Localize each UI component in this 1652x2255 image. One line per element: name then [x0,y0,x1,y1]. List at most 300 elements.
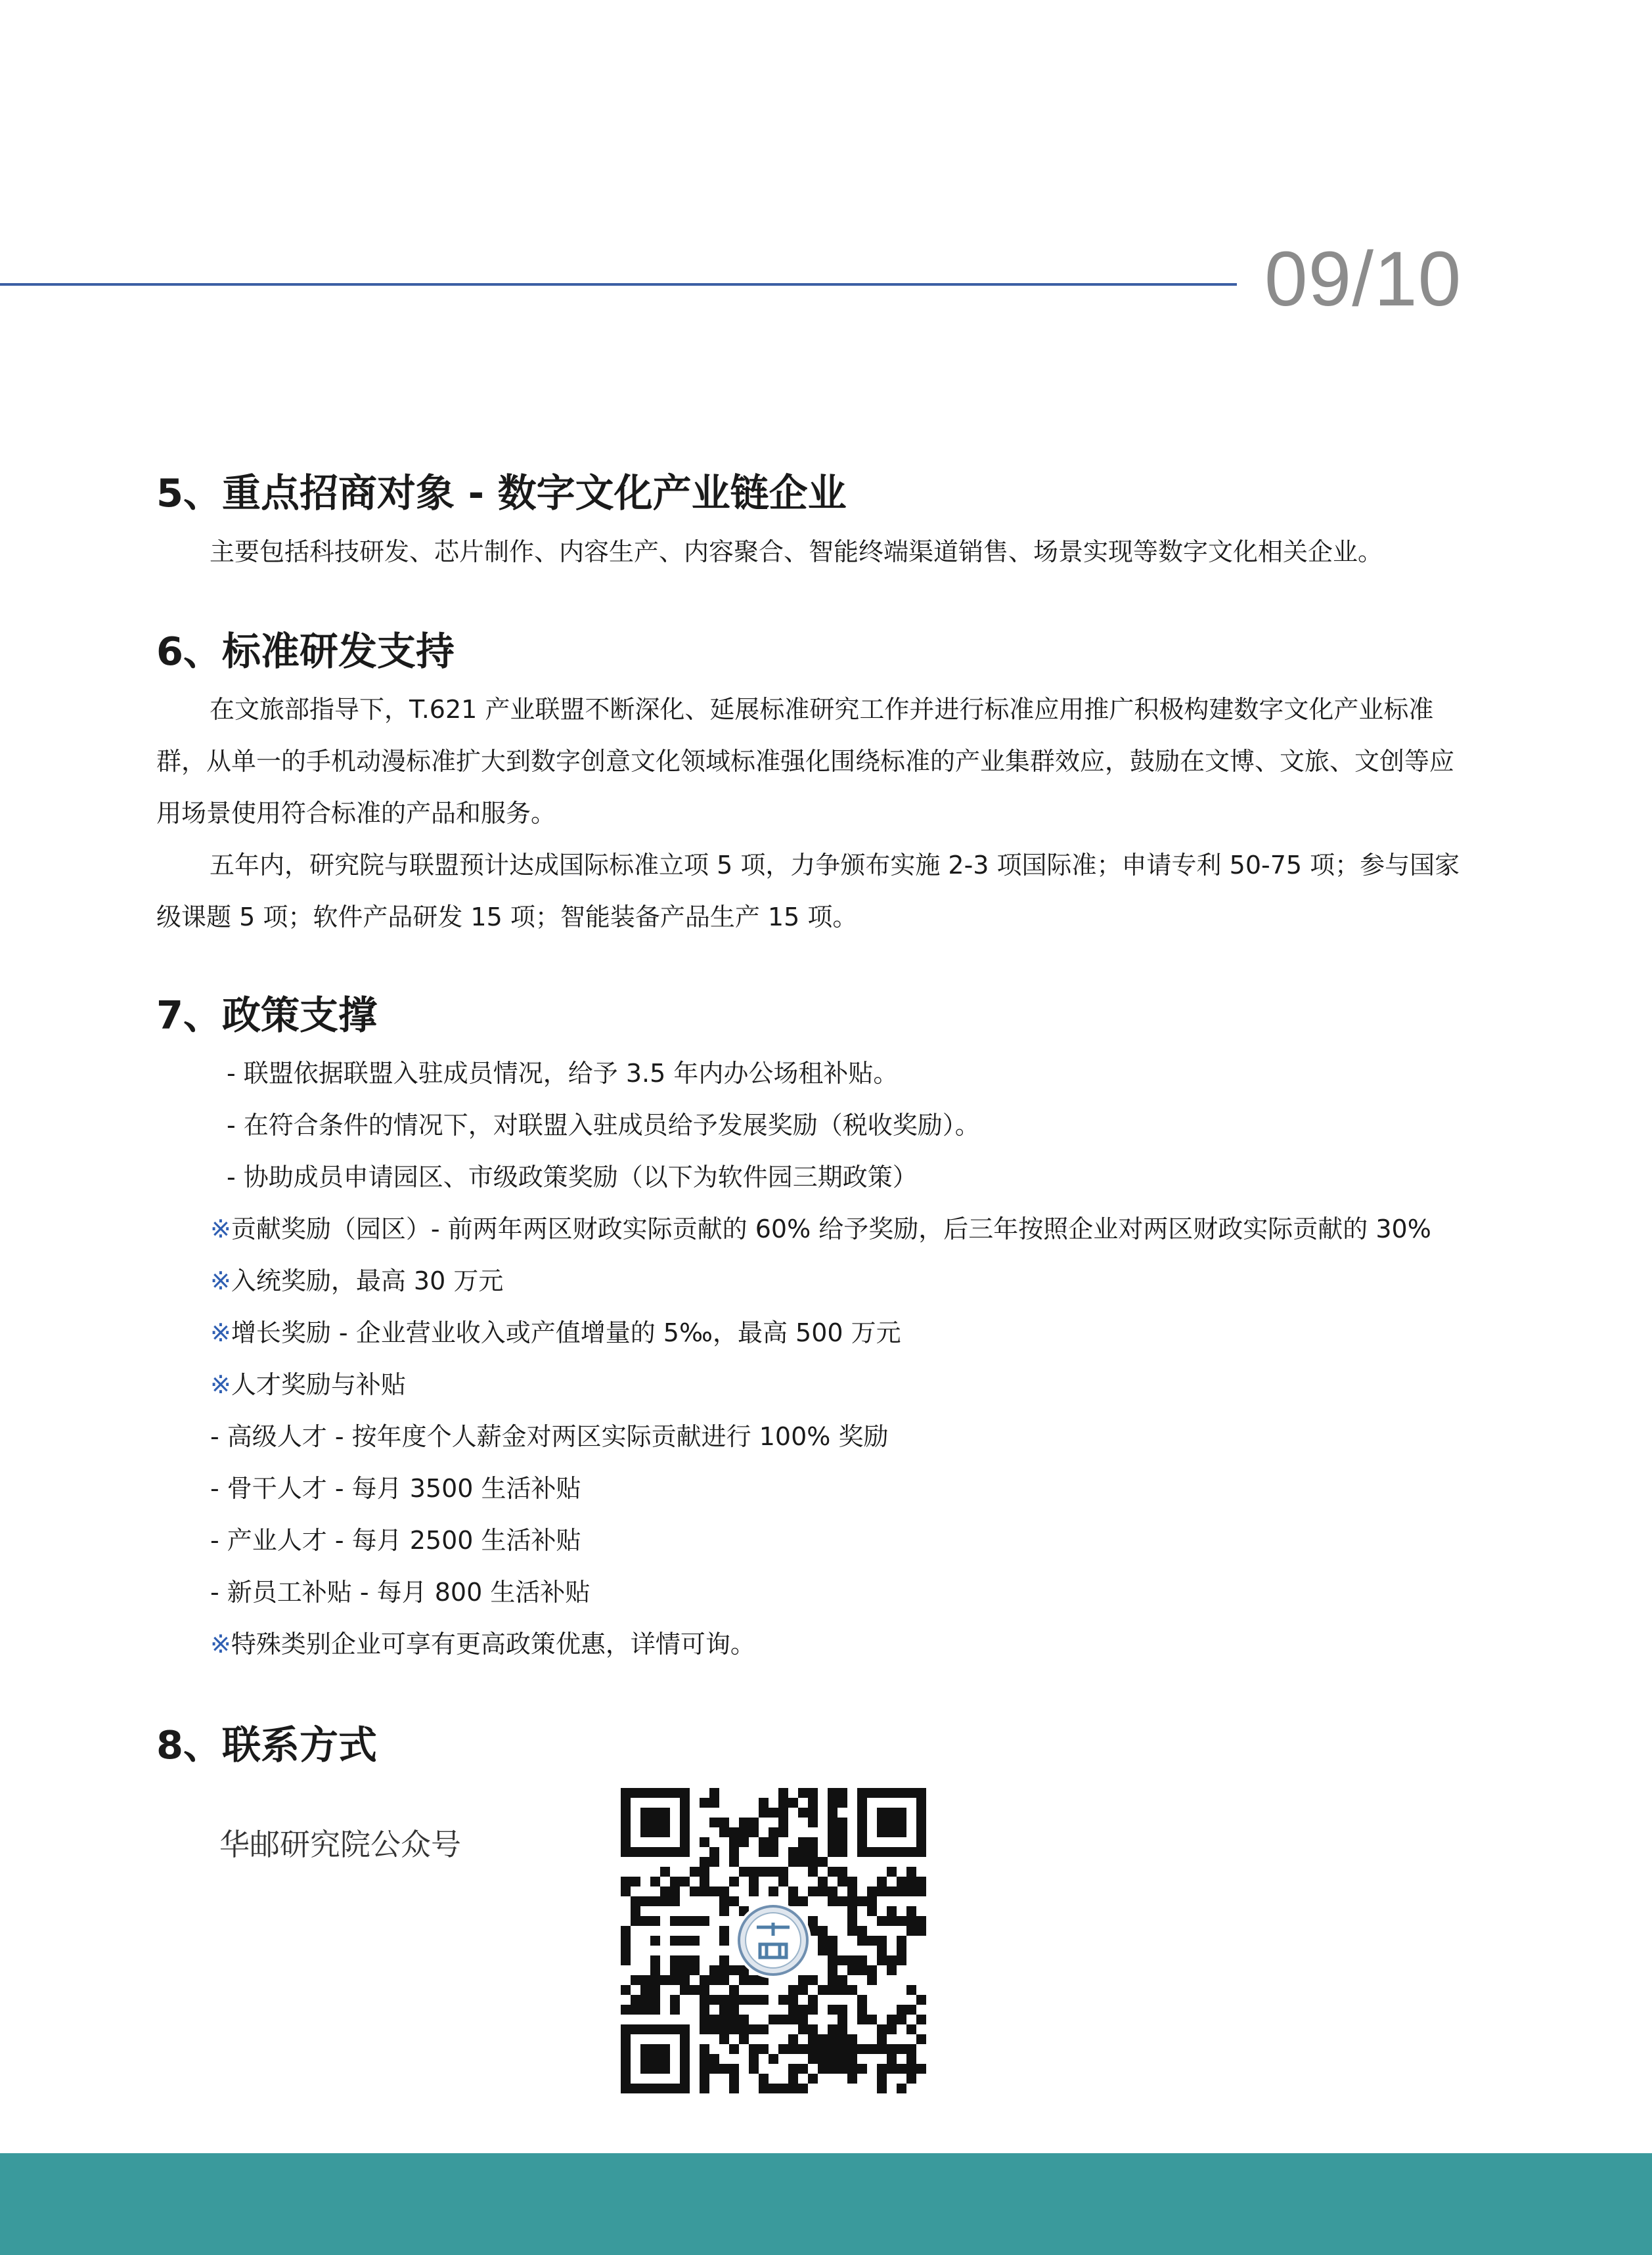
qr-module [828,1955,837,1965]
qr-module [808,1916,818,1926]
qr-module [808,1808,818,1818]
qr-module [719,2005,729,2015]
qr-module [837,1896,847,1906]
qr-module [818,2034,828,2044]
qr-module [798,2044,808,2054]
qr-module [690,1916,700,1926]
qr-module [887,2024,897,2034]
qr-module [631,1975,640,1985]
qr-module [700,1837,709,1847]
qr-module [877,2034,887,2044]
qr-module [709,1995,719,2005]
qr-module [887,1965,897,1975]
qr-module [640,1916,650,1926]
qr-module [621,1887,631,1896]
policy-note [210,1626,755,1662]
qr-module [729,2005,739,2015]
qr-module [650,1995,660,2005]
qr-module [867,1965,877,1975]
qr-module [808,1867,818,1877]
qr-module [867,1887,877,1896]
qr-module [660,1867,670,1877]
qr-module [897,1887,906,1896]
qr-module [700,2024,709,2034]
qr-module [837,2054,847,2064]
qr-module [808,2074,818,2084]
qr-module [877,1946,887,1955]
qr-module [769,2015,778,2024]
qr-module [847,2054,857,2064]
qr-module [906,1906,916,1916]
qr-module [650,1916,660,1926]
qr-module [719,2024,729,2034]
qr-module [897,1936,906,1946]
section-8-title: 8、联系方式 [156,1722,378,1768]
qr-module [700,1877,709,1887]
qr-module [837,2024,847,2034]
qr-module [621,1926,631,1936]
qr-module [759,2074,769,2084]
qr-module [670,1955,680,1965]
qr-module [709,1798,719,1808]
reward-item-text: 入统奖励，最高 30 万元 [231,1266,504,1295]
qr-module [847,1877,857,1887]
qr-module [650,1896,660,1906]
qr-module [847,2034,857,2044]
qr-module [769,2084,778,2093]
qr-module [847,2074,857,2084]
qr-module [719,1965,729,1975]
qr-module [759,2044,769,2054]
qr-module [828,1946,837,1955]
qr-module [798,1788,808,1798]
qr-module [847,2064,857,2074]
section-5-body-text: 主要包括科技研发、芯片制作、内容生产、内容聚合、智能终端渠道销售、场景实现等数字文化相关企业。 [210,537,1383,566]
qr-module [729,2015,739,2024]
qr-module [729,2064,739,2074]
qr-module [788,1847,798,1857]
qr-module [749,1887,759,1896]
qr-module [778,2084,788,2093]
section-7-title: 7、政策支撑 [156,993,378,1038]
qr-module [739,2024,749,2034]
qr-module [887,2044,897,2054]
qr-module [828,2044,837,2054]
qr-module [709,1975,719,1985]
qr-module [719,1906,729,1916]
qr-module [877,2024,887,2034]
qr-module [897,2015,906,2024]
qr-module [690,1936,700,1946]
qr-module [887,1916,897,1926]
qr-module [847,1955,857,1965]
qr-module [867,1896,877,1906]
qr-module [670,1877,680,1887]
qr-module [798,2024,808,2034]
qr-module [778,1995,788,2005]
qr-module [700,2044,709,2054]
qr-module [857,1955,867,1965]
qr-module [700,1916,709,1926]
qr-module [808,1788,818,1798]
talent-item: - 产业人才 - 每月 2500 生活补贴 [210,1526,581,1555]
qr-module [818,1857,828,1867]
qr-module [778,2015,788,2024]
qr-module [670,1995,680,2005]
qr-module [887,1955,897,1965]
qr-module [650,1985,660,1995]
qr-module [680,1985,690,1995]
page-number: 09/10 [1264,236,1462,323]
qr-module [818,2064,828,2074]
qr-module [837,1975,847,1985]
section-6-paragraph-1 [156,684,1477,839]
qr-module [759,1995,769,2005]
qr-module [700,1995,709,2005]
qr-module [621,1877,631,1887]
qr-module [857,2064,867,2074]
qr-module [680,1955,690,1965]
talent-item: - 高级人才 - 按年度个人薪金对两区实际贡献进行 100% 奖励 [210,1422,889,1451]
qr-module [916,2034,926,2044]
qr-module [828,1808,837,1818]
reward-item [210,1367,406,1402]
qr-module [739,1827,749,1837]
qr-module [837,1877,847,1887]
qr-module [798,1857,808,1867]
section-5-title: 5、重点招商对象 - 数字文化产业链企业 [156,470,847,516]
qr-module [749,2054,759,2064]
qr-module [749,1827,759,1837]
qr-module [798,1975,808,1985]
qr-module [837,2044,847,2054]
qr-module [857,1995,867,2005]
qr-module [700,2084,709,2093]
qr-module [640,1995,650,2005]
qr-module [788,1798,798,1808]
qr-module [650,1936,660,1946]
qr-module [719,1995,729,2005]
reference-mark-icon: ※ [210,1266,231,1295]
section-6-paragraph-2-text: 五年内，研究院与联盟预计达成国际标准立项 5 项，力争颁布实施 2-3 项国际准；申请专利 50-75 项；参与国家级课题 5 项；软件产品研发 15 项；智能装备产品生产 15 项。 [156,851,1460,931]
qr-module [916,1995,926,2005]
institute-seal-icon [735,1902,811,1978]
qr-module [877,2064,887,2074]
qr-module [877,1936,887,1946]
qr-module [719,1827,729,1837]
qr-module [729,1837,739,1847]
qr-module [621,1936,631,1946]
qr-module [660,1975,670,1985]
qr-module [670,1896,680,1906]
qr-module [640,1896,650,1906]
qr-module [631,1906,640,1916]
qr-module [818,2054,828,2064]
qr-module [867,2015,877,2024]
qr-module [709,1788,719,1798]
policy-item: - 联盟依据联盟入驻成员情况，给予 3.5 年内办公场租补贴。 [227,1059,899,1088]
qr-module [847,1985,857,1995]
qr-module [887,2015,897,2024]
qr-module [916,1887,926,1896]
reference-mark-icon: ※ [210,1630,231,1659]
qr-module [837,1867,847,1877]
qr-module [690,1985,700,1995]
qr-module [837,1798,847,1808]
qr-module [828,1827,837,1837]
reward-item-text: 贡献奖励（园区）- 前两年两区财政实际贡献的 60% 给予奖励，后三年按照企业对两区财政实际贡献的 30% [231,1215,1431,1243]
qr-module [897,1916,906,1926]
qr-module [680,1965,690,1975]
qr-module [828,1887,837,1896]
qr-module [906,1887,916,1896]
qr-module [808,2054,818,2064]
qr-module [788,2064,798,2074]
qr-module [739,2015,749,2024]
qr-module [828,1965,837,1975]
qr-module [828,1798,837,1808]
qr-module [916,2015,926,2024]
qr-module [828,1837,837,1847]
qr-module [897,1955,906,1965]
qr-module [818,1887,828,1896]
qr-module [828,1936,837,1946]
policy-item: - 协助成员申请园区、市级政策奖励（以下为软件园三期政策） [227,1163,918,1192]
qr-module [828,1985,837,1995]
qr-module [749,2044,759,2054]
qr-module [709,1965,719,1975]
qr-module [778,2044,788,2054]
qr-module [670,1965,680,1975]
qr-module [857,1965,867,1975]
qr-module [778,1818,788,1827]
qr-module [867,1936,877,1946]
qr-module [719,1926,729,1936]
qr-module [778,1808,788,1818]
qr-module [798,1985,808,1995]
qr-module [867,1975,877,1985]
qr-module [690,1955,700,1965]
qr-module [788,1995,798,2005]
qr-module [897,2064,906,2074]
qr-module [788,1857,798,1867]
qr-module [877,2044,887,2054]
qr-module [916,1926,926,1936]
qr-module [640,2005,650,2015]
footer-band [0,2153,1652,2255]
qr-module [719,1975,729,1985]
qr-module [808,1837,818,1847]
qr-module [837,1788,847,1798]
qr-module [798,1837,808,1847]
qr-module [650,1975,660,1985]
qr-module [818,1985,828,1995]
qr-module [788,2044,798,2054]
reward-item-text: 增长奖励 - 企业营业收入或产值增量的 5‰，最高 500 万元 [231,1318,901,1347]
qr-module [897,1877,906,1887]
qr-module [788,1896,798,1906]
qr-module [769,1887,778,1896]
qr-module [808,2005,818,2015]
qr-module [906,2044,916,2054]
qr-module [828,1847,837,1857]
qr-module [719,1887,729,1896]
qr-module [709,1847,719,1857]
qr-module [719,1955,729,1965]
qr-module [709,2064,719,2074]
qr-module [897,2044,906,2054]
section-6-paragraph-2 [156,839,1477,943]
qr-module [670,1916,680,1926]
qr-module [700,1985,709,1995]
reference-mark-icon: ※ [210,1215,231,1243]
qr-module [916,2064,926,2074]
qr-module [887,1906,897,1916]
qr-module [877,1955,887,1965]
qr-module [897,1946,906,1955]
qr-module [670,2005,680,2015]
qr-module [788,2005,798,2015]
qr-module [887,2064,897,2074]
qr-module [897,2005,906,2015]
qr-module [828,1788,837,1798]
reward-item [210,1315,901,1351]
qr-module [739,2034,749,2044]
qr-module [818,1877,828,1887]
qr-module [798,1847,808,1857]
qr-module [729,1985,739,1995]
qr-module [847,1916,857,1926]
qr-module [709,1818,719,1827]
qr-module [857,2044,867,2054]
qr-module [837,1847,847,1857]
qr-module [828,1896,837,1906]
qr-module [877,1916,887,1926]
qr-module [739,1837,749,1847]
qr-module [837,1827,847,1837]
qr-module [680,1877,690,1887]
qr-module [847,1926,857,1936]
qr-module [857,1936,867,1946]
qr-module [857,2015,867,2024]
qr-module [700,1798,709,1808]
qr-module [778,1877,788,1887]
qr-module [650,1965,660,1975]
qr-module [808,2034,818,2044]
qr-module [906,1916,916,1926]
qr-module [729,2074,739,2084]
policy-item: - 在符合条件的情况下，对联盟入驻成员给予发展奖励（税收奖励）。 [227,1111,980,1140]
qr-module [700,2064,709,2074]
qr-module [828,2005,837,2015]
section-6-paragraph-1-text: 在文旅部指导下，T.621 产业联盟不断深化、延展标准研究工作并进行标准应用推广积极构建数字文化产业标准群，从单一的手机动漫标准扩大到数字创意文化领域标准强化围绕标准的产业集群效应，鼓励在文博、文旅、文创等应用场景使用符合标准的产品和服务。 [156,695,1455,828]
qr-caption: 华邮研究院公众号 [219,1827,461,1862]
qr-module [847,2044,857,2054]
qr-module [769,1847,778,1857]
qr-module [906,2005,916,2015]
qr-module [759,1798,769,1808]
qr-module [798,2064,808,2074]
qr-module [778,1798,788,1808]
qr-module [887,1867,897,1877]
qr-module [808,1887,818,1896]
qr-module [818,1946,828,1955]
qr-module [700,1867,709,1877]
qr-module [749,1975,759,1985]
qr-module [857,1896,867,1906]
section-6-title: 6、标准研发支持 [156,629,455,674]
qr-module [808,1798,818,1808]
qr-module [621,1985,631,1995]
qr-module [828,1818,837,1827]
section-5-body [156,526,1477,578]
qr-module [798,2005,808,2015]
qr-module [887,2054,897,2064]
qr-module [759,1837,769,1847]
qr-module [719,1936,729,1946]
reward-item [210,1263,503,1299]
reference-mark-icon: ※ [210,1318,231,1347]
talent-item: - 新员工补贴 - 每月 800 生活补贴 [210,1578,591,1607]
qr-module [847,1896,857,1906]
qr-module [719,2015,729,2024]
qr-module [749,1995,759,2005]
qr-module [847,1906,857,1916]
qr-module [798,1896,808,1906]
qr-module [700,2005,709,2015]
qr-module [837,2034,847,2044]
qr-module [729,2044,739,2054]
qr-module [788,1985,798,1995]
qr-module [709,2015,719,2024]
qr-module [857,2005,867,2015]
qr-module [897,2084,906,2093]
qr-module [788,1887,798,1896]
qr-module [916,1877,926,1887]
qr-module [906,2074,916,2084]
qr-code-icon [621,1788,926,2093]
qr-module [769,1837,778,1847]
qr-module [877,1877,887,1887]
qr-module [631,1877,640,1887]
qr-module [808,1995,818,2005]
qr-module [818,1936,828,1946]
qr-module [769,2054,778,2064]
qr-module [729,2084,739,2093]
qr-module [808,1975,818,1985]
qr-module [837,2005,847,2015]
qr-module [650,1877,660,1887]
qr-module [729,2024,739,2034]
qr-module [847,1887,857,1896]
qr-module [828,1867,837,1877]
qr-module [916,1916,926,1926]
qr-code-graphic [621,1788,926,2093]
qr-module [847,1965,857,1975]
qr-module [778,1867,788,1877]
talent-item: - 骨干人才 - 每月 3500 生活补贴 [210,1474,581,1503]
qr-module [700,2015,709,2024]
header-rule [0,283,1237,286]
qr-module [650,2005,660,2015]
qr-module [749,1818,759,1827]
qr-module [680,1975,690,1985]
qr-module [837,1837,847,1847]
qr-module [906,1926,916,1936]
qr-module [621,1955,631,1965]
policy-note-text: 特殊类别企业可享有更高政策优惠，详情可询。 [231,1630,755,1659]
qr-module [749,2064,759,2074]
